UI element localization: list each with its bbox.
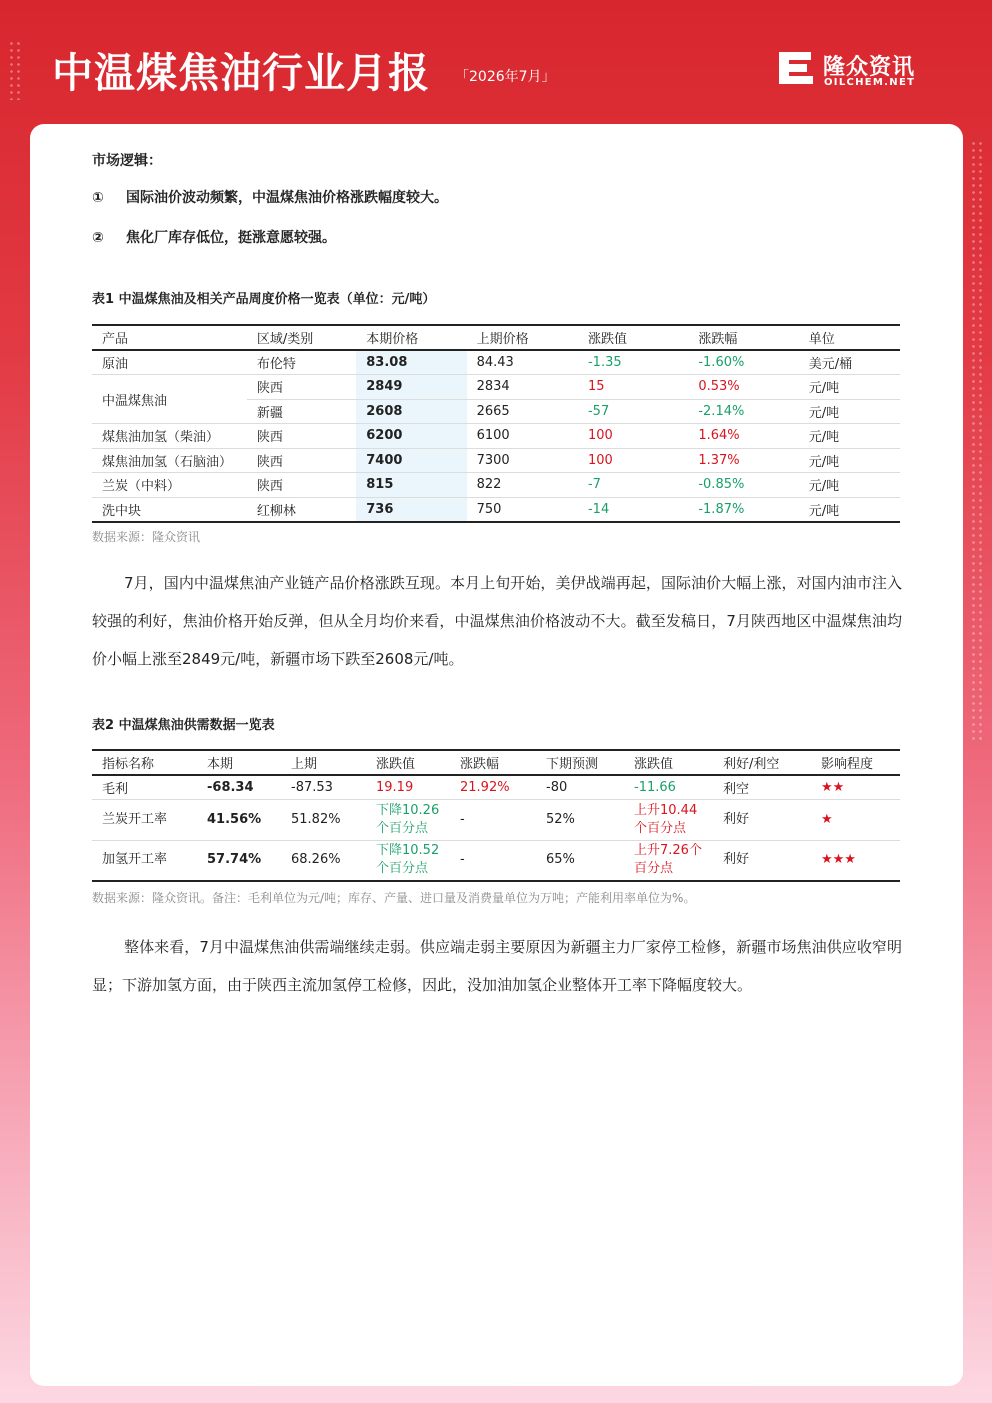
- table1-source: 数据来源：隆众资讯: [92, 530, 201, 544]
- cell-unit: 元/吨: [799, 448, 900, 473]
- table2-source: 数据来源：隆众资讯。备注：毛利单位为元/吨；库存、产量、进口量及消费量单位为万吨；产能利用率单位为%。: [92, 891, 696, 905]
- cell-forecast-chg: 上升7.26个 百分点: [624, 840, 713, 881]
- col-header: 本期价格: [366, 332, 419, 347]
- cell-chg: 15: [578, 375, 688, 400]
- table-header-row: [92, 750, 900, 775]
- logo-cn-text: 隆众资讯: [823, 55, 916, 80]
- col-header: 单位: [808, 332, 835, 347]
- cell-name: 毛利: [92, 775, 197, 799]
- logic-num: ①: [92, 190, 104, 206]
- cell-pct: -: [450, 799, 536, 840]
- cell-pct: -1.60%: [688, 350, 798, 375]
- cell-name: 兰炭开工率: [92, 799, 197, 840]
- logic-text: 国际油价波动频繁，中温煤焦油价格涨跌幅度较大。: [126, 190, 448, 206]
- col-header: 影响程度: [821, 757, 874, 772]
- cell-product: 原油: [92, 350, 247, 375]
- cell-cur: 6200: [356, 424, 466, 449]
- paragraph-1: 7月，国内中温煤焦油产业链产品价格涨跌互现。本月上旬开始，美伊战端再起，国际油价大幅上涨，对国内油市注入较强的利好，焦油价格开始反弹，但从全月均价来看，中温煤焦油价格波动不大。截至发稿日，7月陕西地区中温煤焦油均价小幅上涨至2849元/吨，新疆市场下跌至2608元/吨。: [92, 574, 902, 668]
- cell-cur: -68.34: [197, 775, 281, 799]
- oilchem-logo: [775, 50, 940, 90]
- cell-cur: 815: [356, 473, 466, 498]
- cell-region: 陕西: [247, 375, 356, 400]
- col-header: 上期: [291, 757, 318, 772]
- oilchem-logo-icon: [775, 50, 817, 86]
- table-row: [92, 799, 900, 840]
- cell-unit: 元/吨: [799, 399, 900, 424]
- cell-prev: 7300: [467, 448, 578, 473]
- cell-region: 红柳林: [247, 497, 356, 522]
- table-row: [92, 448, 900, 473]
- cell-prev: 2834: [467, 375, 578, 400]
- col-header: 下期预测: [546, 757, 599, 772]
- cell-impact: 利好: [713, 840, 811, 881]
- cell-product: 中温煤焦油: [92, 375, 247, 424]
- cell-unit: 元/吨: [799, 473, 900, 498]
- decor-dots: [8, 40, 22, 100]
- cell-product: 兰炭（中料）: [92, 473, 247, 498]
- cell-region: 陕西: [247, 448, 356, 473]
- logic-item: [92, 187, 448, 207]
- cell-unit: 元/吨: [799, 497, 900, 522]
- cell-cur: 2849: [356, 375, 466, 400]
- cell-forecast-chg: 上升10.44 个百分点: [624, 799, 713, 840]
- logic-text: 焦化厂库存低位，挺涨意愿较强。: [126, 230, 336, 246]
- cell-cur: 57.74%: [197, 840, 281, 881]
- cell-forecast: -80: [536, 775, 624, 799]
- cell-forecast: 52%: [536, 799, 624, 840]
- cell-pct: 21.92%: [450, 775, 536, 799]
- cell-prev: 6100: [467, 424, 578, 449]
- cell-prev: 84.43: [467, 350, 578, 375]
- cell-prev: -87.53: [281, 775, 366, 799]
- cell-prev: 51.82%: [281, 799, 366, 840]
- cell-prev: 2665: [467, 399, 578, 424]
- cell-unit: 元/吨: [799, 424, 900, 449]
- cell-product: 煤焦油加氢（柴油）: [92, 424, 247, 449]
- col-header: 利好/利空: [723, 757, 780, 772]
- cell-pct: 0.53%: [688, 375, 798, 400]
- supply-demand-table: [92, 749, 900, 882]
- cell-pct: 1.37%: [688, 448, 798, 473]
- table-row: [92, 424, 900, 449]
- cell-product: 煤焦油加氢（石脑油）: [92, 448, 247, 473]
- logic-title: 市场逻辑：: [92, 153, 162, 169]
- table1-caption: 表1 中温煤焦油及相关产品周度价格一览表（单位：元/吨）: [92, 292, 436, 307]
- cell-prev: 822: [467, 473, 578, 498]
- cell-prev: 750: [467, 497, 578, 522]
- cell-product: 洗中块: [92, 497, 247, 522]
- cell-chg: 下降10.26 个百分点: [366, 799, 450, 840]
- decor-dots: [970, 140, 984, 740]
- col-header: 产品: [102, 332, 129, 347]
- cell-impact: 利空: [713, 775, 811, 799]
- cell-chg: -57: [578, 399, 688, 424]
- cell-chg: -7: [578, 473, 688, 498]
- cell-stars: ★: [811, 799, 900, 840]
- cell-stars: ★★★: [811, 840, 900, 881]
- cell-pct: -2.14%: [688, 399, 798, 424]
- cell-pct: -1.87%: [688, 497, 798, 522]
- cell-forecast: 65%: [536, 840, 624, 881]
- cell-forecast-chg: -11.66: [624, 775, 713, 799]
- cell-cur: 736: [356, 497, 466, 522]
- price-table: [92, 324, 900, 523]
- col-header: 本期: [207, 757, 234, 772]
- report-card: [30, 124, 963, 1386]
- table-row: [92, 375, 900, 400]
- logic-item: [92, 227, 336, 247]
- table2-caption: 表2 中温煤焦油供需数据一览表: [92, 718, 275, 733]
- cell-unit: 美元/桶: [799, 350, 900, 375]
- col-header: 涨跌值: [587, 332, 627, 347]
- cell-chg: -14: [578, 497, 688, 522]
- logo-en-text: OILCHEM.NET: [824, 77, 916, 88]
- col-header: 上期价格: [476, 332, 529, 347]
- cell-cur: 2608: [356, 399, 466, 424]
- col-header: 涨跌幅: [698, 332, 738, 347]
- cell-unit: 元/吨: [799, 375, 900, 400]
- table-row: [92, 473, 900, 498]
- col-header: 涨跌幅: [460, 757, 500, 772]
- logic-num: ②: [92, 230, 104, 246]
- table-row: [92, 775, 900, 799]
- col-header: 指标名称: [102, 757, 155, 772]
- col-header: 区域/类别: [256, 332, 314, 347]
- cell-pct: 1.64%: [688, 424, 798, 449]
- cell-name: 加氢开工率: [92, 840, 197, 881]
- cell-chg: 19.19: [366, 775, 450, 799]
- table-header-row: [92, 325, 900, 350]
- cell-region: 新疆: [247, 399, 356, 424]
- cell-pct: -0.85%: [688, 473, 798, 498]
- table-row: [92, 497, 900, 522]
- col-header: 涨跌值: [376, 757, 416, 772]
- cell-cur: 41.56%: [197, 799, 281, 840]
- cell-region: 布伦特: [247, 350, 356, 375]
- report-period: 「2026年7月」: [455, 69, 556, 85]
- cell-region: 陕西: [247, 473, 356, 498]
- col-header: 涨跌值: [634, 757, 674, 772]
- cell-cur: 83.08: [356, 350, 466, 375]
- table-row: [92, 840, 900, 881]
- report-header: [0, 0, 992, 120]
- cell-chg: 100: [578, 424, 688, 449]
- cell-region: 陕西: [247, 424, 356, 449]
- cell-stars: ★★: [811, 775, 900, 799]
- report-title: 中温煤焦油行业月报: [52, 49, 430, 97]
- cell-chg: 下降10.52 个百分点: [366, 840, 450, 881]
- cell-chg: -1.35: [578, 350, 688, 375]
- cell-impact: 利好: [713, 799, 811, 840]
- cell-pct: -: [450, 840, 536, 881]
- cell-cur: 7400: [356, 448, 466, 473]
- paragraph-2: 整体来看，7月中温煤焦油供需端继续走弱。供应端走弱主要原因为新疆主力厂家停工检修，新疆市场焦油供应收窄明显；下游加氢方面，由于陕西主流加氢停工检修，因此，没加油加氢企业整体开工率下降幅度较大。: [92, 938, 902, 994]
- cell-prev: 68.26%: [281, 840, 366, 881]
- cell-chg: 100: [578, 448, 688, 473]
- table-row: [92, 350, 900, 375]
